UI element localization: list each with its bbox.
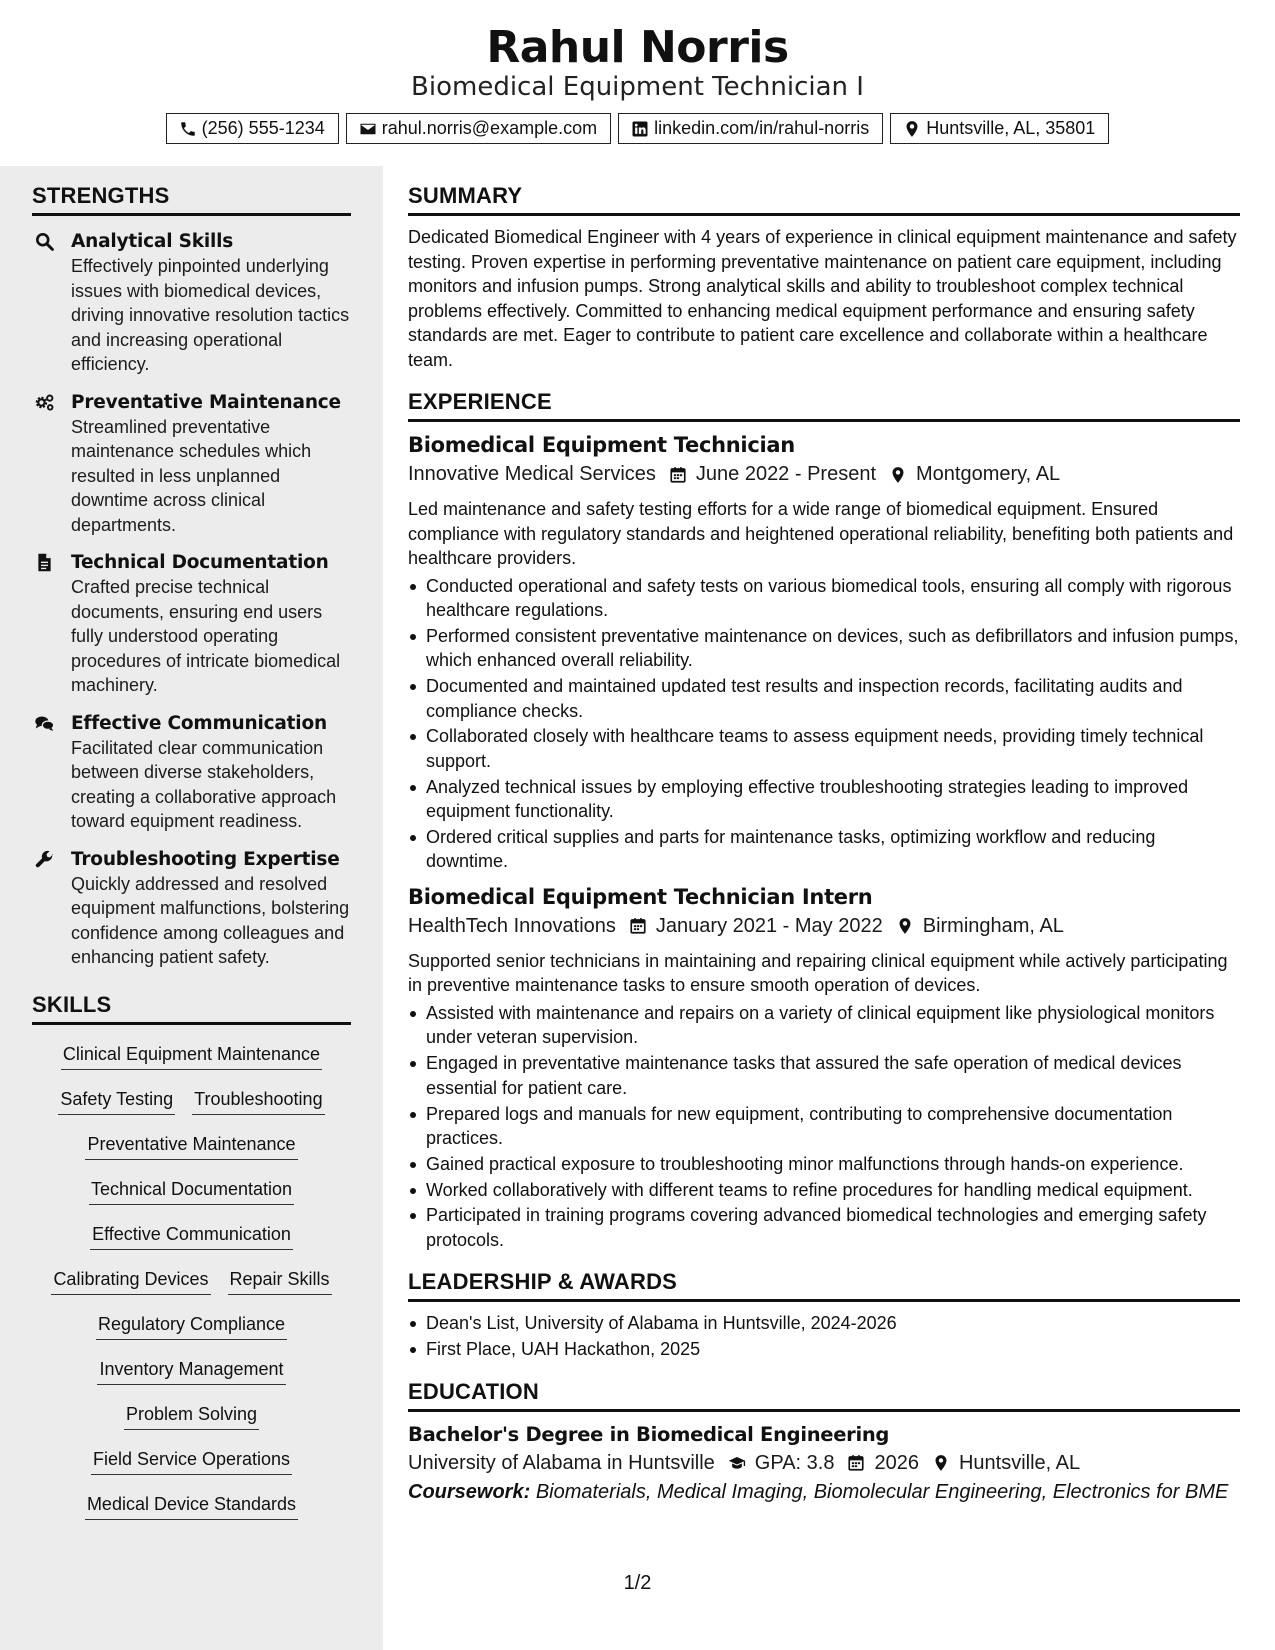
list-item: Gained practical exposure to troubleshooting minor malfunctions through hands-on experience.: [408, 1152, 1240, 1177]
skill-tag: Inventory Management: [97, 1357, 285, 1385]
job-meta: [408, 915, 1240, 938]
calendar-icon: [629, 917, 647, 935]
skill-tag: Field Service Operations: [91, 1447, 292, 1475]
list-item: Collaborated closely with healthcare teams to assess equipment needs, providing timely technical support.: [408, 724, 1240, 773]
main-content: [408, 166, 1240, 1504]
contact-linkedin-text: linkedin.com/in/rahul-norris: [654, 118, 870, 138]
list-item: Documented and maintained updated test results and inspection records, facilitating audits and compliance checks.: [408, 674, 1240, 723]
coursework: [408, 1481, 1240, 1504]
skill-tag: Preventative Maintenance: [85, 1132, 297, 1160]
awards-list: [408, 1311, 1240, 1361]
map-marker-icon: [903, 120, 921, 138]
list-item: Conducted operational and safety tests on various biomedical tools, ensuring all comply with rigorous healthcare regulations.: [408, 574, 1240, 623]
contact-phone-text: (256) 555-1234: [201, 118, 325, 138]
degree-title: Bachelor's Degree in Biomedical Engineering: [408, 1422, 890, 1446]
strength-item: [32, 551, 351, 698]
skill-tag: Troubleshooting: [192, 1087, 324, 1115]
list-item: Ordered critical supplies and parts for maintenance tasks, optimizing workflow and reducing downtime.: [408, 825, 1240, 874]
resume-header: [0, 0, 1275, 166]
candidate-name: Rahul Norris: [486, 22, 789, 73]
strength-title: Analytical Skills: [71, 231, 234, 252]
contact-bar: [0, 113, 1275, 144]
skill-tag: Safety Testing: [58, 1087, 175, 1115]
strength-desc: Effectively pinpointed underlying issues with biomedical devices, driving innovative resolution tactics and increasing operational efficiency.: [71, 256, 350, 374]
map-marker-icon: [932, 1454, 950, 1472]
sidebar: [0, 166, 383, 1650]
education-heading: EDUCATION: [408, 1379, 1240, 1412]
skill-tag: Repair Skills: [228, 1267, 332, 1295]
strength-desc: Quickly addressed and resolved equipment malfunctions, bolstering confidence among colleagues and enhancing patient safety.: [71, 873, 350, 967]
strength-title: Effective Communication: [71, 712, 327, 734]
summary-heading: SUMMARY: [408, 183, 1240, 216]
document-icon: [32, 552, 56, 574]
job-bullets: [408, 1001, 1240, 1252]
strength-desc: Facilitated clear communication between diverse stakeholders, creating a collaborative approach toward equipment readiness.: [71, 737, 337, 831]
contact-phone[interactable]: [166, 113, 339, 144]
map-marker-icon: [896, 917, 914, 935]
job-title: Biomedical Equipment Technician: [408, 433, 795, 457]
skill-tag: Calibrating Devices: [51, 1267, 210, 1295]
list-item: First Place, UAH Hackathon, 2025: [408, 1337, 1240, 1362]
wrench-icon: [32, 849, 56, 871]
strength-desc: Crafted precise technical documents, ensuring end users fully understood operating procedures of intricate biomedical machinery.: [71, 577, 341, 695]
experience-heading: EXPERIENCE: [408, 389, 1240, 422]
skill-tag: Regulatory Compliance: [96, 1312, 287, 1340]
skill-tag: Problem Solving: [124, 1402, 259, 1430]
contact-email-text: rahul.norris@example.com: [381, 118, 598, 138]
job-title: Biomedical Equipment Technician Intern: [408, 884, 873, 909]
strength-title: Technical Documentation: [71, 552, 329, 573]
contact-linkedin[interactable]: [618, 113, 883, 144]
strength-item: [32, 848, 351, 970]
graduation-cap-icon: [728, 1454, 746, 1472]
skill-tag: Clinical Equipment Maintenance: [61, 1042, 322, 1070]
job-description: Led maintenance and safety testing efforts for a wide range of biomedical equipment. Ensured compliance with regulatory standards and heightened operational reliability, benefiting both patients and healthcare providers.: [408, 499, 1234, 568]
job-dates: June 2022 - Present: [695, 463, 877, 485]
job-description: Supported senior technicians in maintaining and repairing clinical equipment while actively participating in preventive maintenance tasks to ensure smooth operation of devices.: [408, 950, 1228, 996]
strength-item: [32, 230, 351, 377]
graduation-year: 2026: [874, 1451, 919, 1474]
job-bullets: [408, 574, 1240, 874]
page-number: 1/2: [623, 1572, 652, 1594]
job-company: HealthTech Innovations: [408, 914, 616, 937]
gears-icon: [32, 392, 56, 414]
strength-item: [32, 391, 351, 538]
envelope-icon: [359, 120, 377, 138]
candidate-role: Biomedical Equipment Technician I: [411, 72, 864, 102]
strength-desc: Streamlined preventative maintenance schedules which resulted in less unplanned downtime across clinical departments.: [71, 416, 312, 535]
list-item: Engaged in preventative maintenance tasks that assured the safe operation of medical devices essential for patient care.: [408, 1051, 1240, 1100]
skills-list: [32, 1042, 351, 1537]
job-location: Montgomery, AL: [916, 463, 1061, 485]
list-item: Assisted with maintenance and repairs on a variety of clinical equipment like physiological monitors under veteran supervision.: [408, 1001, 1240, 1050]
list-item: Dean's List, University of Alabama in Huntsville, 2024-2026: [408, 1311, 1240, 1336]
job-entry: [408, 433, 1240, 874]
coursework-label: Coursework:: [408, 1480, 531, 1503]
comments-icon: [32, 713, 56, 735]
skill-tag: Technical Documentation: [89, 1177, 294, 1205]
list-item: Analyzed technical issues by employing effective troubleshooting strategies leading to improved equipment functionality.: [408, 775, 1240, 824]
job-entry: [408, 885, 1240, 1252]
school-name: University of Alabama in Huntsville: [408, 1451, 715, 1474]
strength-title: Troubleshooting Expertise: [71, 848, 340, 870]
skill-tag: Effective Communication: [90, 1222, 293, 1250]
job-dates: January 2021 - May 2022: [655, 914, 883, 937]
skills-heading: SKILLS: [32, 992, 351, 1025]
gpa: GPA: 3.8: [754, 1451, 835, 1474]
calendar-icon: [669, 466, 687, 484]
list-item: Performed consistent preventative maintenance on devices, such as defibrillators and infusion pumps, which enhanced overall reliability.: [408, 624, 1240, 673]
calendar-icon: [847, 1454, 865, 1472]
job-location: Birmingham, AL: [922, 914, 1064, 937]
contact-location-text: Huntsville, AL, 35801: [926, 118, 1096, 138]
summary-text: Dedicated Biomedical Engineer with 4 years of experience in clinical equipment maintenance and safety testing. Proven expertise in performing preventative maintenance on patient care equipment, including monitors and infusion pumps. Strong analytical skills and ability to troubleshoot complex technical problems effectively. Committed to enhancing medical equipment performance and ensuring safety standards are met. Eager to contribute to patient care excellence and collaborate within a healthcare team.: [408, 227, 1237, 370]
strength-item: [32, 712, 351, 834]
strength-title: Preventative Maintenance: [71, 391, 341, 413]
list-item: Worked collaboratively with different teams to refine procedures for handling medical equipment.: [408, 1178, 1240, 1203]
contact-location[interactable]: [890, 113, 1109, 144]
awards-heading: LEADERSHIP & AWARDS: [408, 1269, 1240, 1302]
linkedin-icon: [631, 120, 649, 138]
map-marker-icon: [889, 466, 907, 484]
phone-icon: [179, 120, 197, 138]
job-meta: [408, 463, 1240, 486]
strengths-heading: STRENGTHS: [32, 183, 351, 216]
education-meta: [408, 1452, 1240, 1475]
education-location: Huntsville, AL: [958, 1451, 1081, 1474]
job-company: Innovative Medical Services: [408, 463, 656, 485]
list-item: Prepared logs and manuals for new equipment, contributing to comprehensive documentation practices.: [408, 1102, 1240, 1151]
search-icon: [32, 231, 56, 253]
list-item: Participated in training programs covering advanced biomedical technologies and emerging safety protocols.: [408, 1203, 1240, 1252]
contact-email[interactable]: [346, 113, 611, 144]
skill-tag: Medical Device Standards: [85, 1492, 298, 1520]
coursework-list: Biomaterials, Medical Imaging, Biomolecular Engineering, Electronics for BME: [535, 1480, 1229, 1503]
